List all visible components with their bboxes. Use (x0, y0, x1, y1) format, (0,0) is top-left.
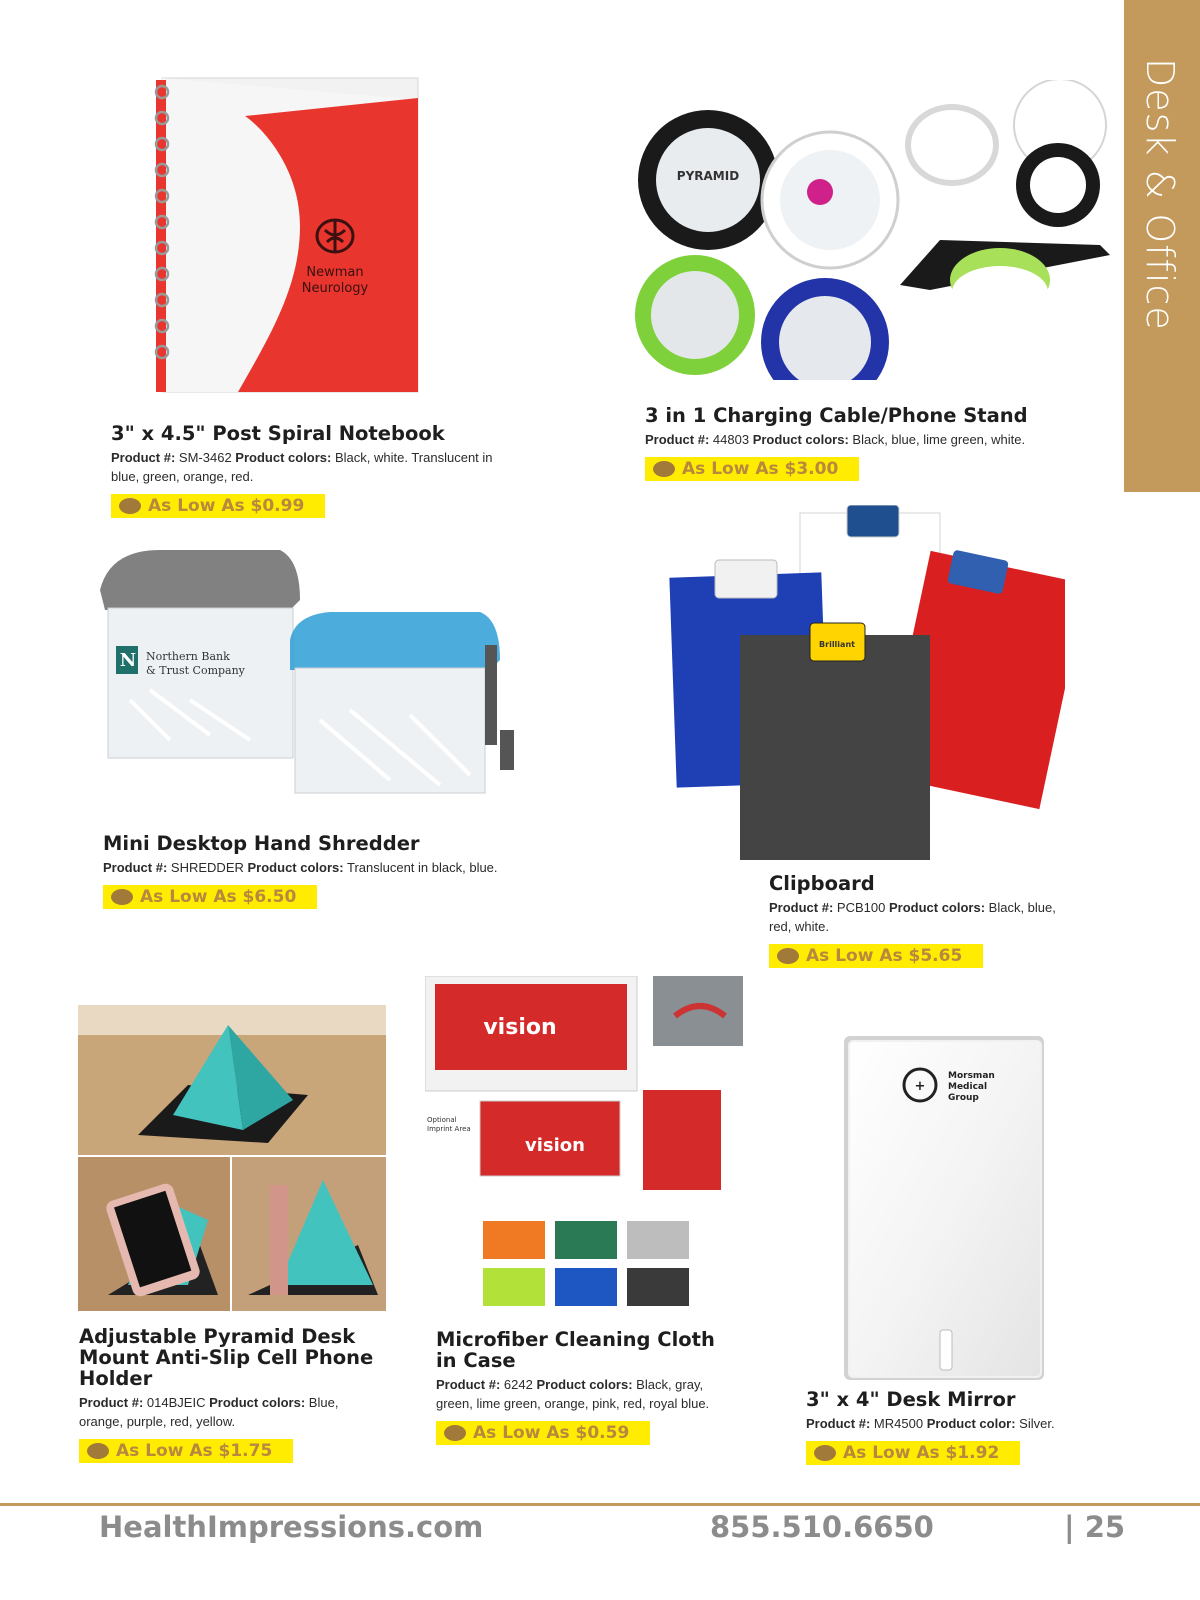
page-number: | 25 (1064, 1510, 1126, 1544)
section-tab-label: Desk & Office (1138, 58, 1182, 331)
svg-text:Optional: Optional (427, 1116, 457, 1124)
product-desk-mirror (806, 1389, 1106, 1465)
section-tab (1124, 0, 1200, 492)
shredder-image (90, 550, 530, 800)
price-badge: As Low As $1.75 (79, 1439, 293, 1463)
coin-icon (777, 948, 799, 964)
footer-phone[interactable]: 855.510.6650 (710, 1510, 934, 1544)
svg-text:Imprint Area: Imprint Area (427, 1125, 471, 1133)
price-badge: As Low As $5.65 (769, 944, 983, 968)
footer-divider (0, 1503, 1200, 1506)
price-badge: As Low As $0.59 (436, 1421, 650, 1445)
svg-text:Neurology: Neurology (301, 281, 369, 296)
product-details: Product #: 6242 Product colors: Black, gray, green, lime green, orange, pink, red, royal blue. (436, 1377, 710, 1411)
product-clipboard (769, 873, 1069, 968)
clipboard-image (665, 505, 1065, 865)
product-details: Product #: SM-3462 Product colors: Black, white. Translucent in blue, green, orange, red. (111, 450, 493, 484)
product-details: Product #: 014BJEIC Product colors: Blue, orange, purple, red, yellow. (79, 1395, 339, 1429)
pyramid-holder-image (78, 1005, 386, 1311)
svg-text:Northern Bank: Northern Bank (146, 650, 230, 663)
svg-text:Brilliant: Brilliant (819, 640, 855, 649)
coin-icon (119, 498, 141, 514)
product-title: 3" x 4" Desk Mirror (806, 1388, 1016, 1411)
notebook-image (150, 76, 430, 396)
product-title: Clipboard (769, 872, 875, 895)
svg-text:Medical: Medical (948, 1082, 988, 1092)
footer-website[interactable]: HealthImpressions.com (99, 1510, 484, 1544)
coin-icon (444, 1425, 466, 1441)
svg-text:+: + (914, 1079, 926, 1094)
svg-text:Morsman: Morsman (948, 1071, 995, 1081)
product-shredder (103, 833, 503, 909)
microfiber-cloth-image (425, 976, 745, 1316)
product-title: Mini Desktop Hand Shredder (103, 832, 420, 855)
svg-text:PYRAMID: PYRAMID (676, 169, 740, 183)
svg-text:N: N (119, 650, 137, 671)
coin-icon (111, 889, 133, 905)
coin-icon (87, 1443, 109, 1459)
price-badge: As Low As $1.92 (806, 1441, 1020, 1465)
product-microfiber-cloth (436, 1329, 736, 1445)
coin-icon (653, 461, 675, 477)
product-title: Adjustable Pyramid Desk Mount Anti-Slip Cell Phone Holder (79, 1325, 374, 1390)
product-pyramid-holder (79, 1326, 379, 1463)
product-details: Product #: 44803 Product colors: Black, blue, lime green, white. (645, 432, 1026, 447)
product-title: 3 in 1 Charging Cable/Phone Stand (645, 404, 1028, 427)
price-badge: As Low As $3.00 (645, 457, 859, 481)
product-details: Product #: SHREDDER Product colors: Translucent in black, blue. (103, 860, 498, 875)
svg-text:& Trust Company: & Trust Company (146, 664, 245, 677)
svg-text:vision: vision (525, 1135, 585, 1156)
svg-text:Group: Group (948, 1093, 979, 1103)
product-notebook (111, 423, 511, 518)
product-title: 3" x 4.5" Post Spiral Notebook (111, 422, 445, 445)
coin-icon (814, 1445, 836, 1461)
charging-cable-image (630, 80, 1120, 380)
price-badge: As Low As $6.50 (103, 885, 317, 909)
notebook-imprint: Newman (306, 265, 364, 280)
svg-text:vision: vision (483, 1015, 557, 1040)
price-badge: As Low As $0.99 (111, 494, 325, 518)
product-details: Product #: MR4500 Product color: Silver. (806, 1416, 1055, 1431)
desk-mirror-image (840, 1030, 1050, 1390)
product-charging-cable (645, 405, 1105, 481)
product-title: Microfiber Cleaning Cloth in Case (436, 1328, 715, 1372)
product-details: Product #: PCB100 Product colors: Black, blue, red, white. (769, 900, 1056, 934)
